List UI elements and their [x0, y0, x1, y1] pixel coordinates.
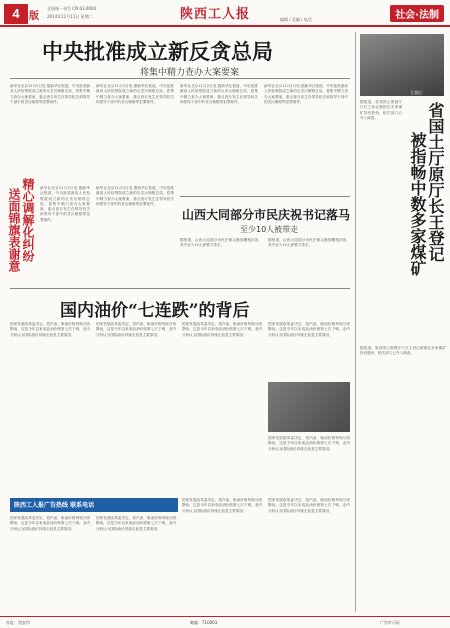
middle-story-headline: 山西大同部分市民庆祝书记落马 — [182, 208, 351, 222]
section-label: 社会·法制 — [390, 5, 444, 22]
top-story-body: 新华社北京11月2日电 据新华社报道，中央批准最高人民检察院成立新的反贪污贿赂总局，将集中精力查办大案要案，重点查办发生在领导机关和领导干部中的贪污贿赂等犯罪案件。 — [264, 84, 348, 104]
footer-address: 社址：西安市 — [6, 620, 30, 625]
top-story-subhead: 将集中精力查办大案要案 — [140, 68, 240, 78]
bottom-story-body: 国家发展改革委决定，将汽油、柴油价格每吨分别降低，这是今年以来成品油价格第七次下调，业内分析认为国际油价持续走低是主要原因。 — [10, 322, 90, 337]
side-headline-line1: 精心调解化纠纷 — [21, 178, 35, 262]
official-portrait-photo — [360, 34, 444, 96]
editor-contact: 编辑 / 美编 / 电话 — [280, 17, 312, 22]
top-story-body: 新华社北京11月2日电 据新华社报道，中央批准最高人民检察院成立新的反贪污贿赂总局，将集中精力查办大案要案，重点查办发生在领导机关和领导干部中的贪污贿赂等犯罪案件。 — [180, 84, 258, 104]
middle-story-body: 据报道，山西大同部分市民在街头燃放鞭炮庆祝，其中至少10人被警方带走。 — [268, 238, 350, 248]
footer-postcode: 邮编：710003 — [190, 620, 218, 625]
top-story-headline: 中央批准成立新反贪总局 — [42, 39, 273, 64]
photo-caption: 王登记 — [410, 90, 422, 95]
right-story-body: 据报道，原省国土资源厅厅长王登记被指在多家煤矿持有股份，相关部门已介入调查。 — [360, 100, 402, 120]
bottom-story-body: 国家发展改革委决定，将汽油、柴油价格每吨分别降低，这是今年以来成品油价格第七次下调，业内分析认为国际油价持续走低是主要原因。 — [96, 516, 176, 531]
oil-station-photo — [268, 382, 350, 432]
top-story-body: 新华社北京11月2日电 据新华社报道，中央批准最高人民检察院成立新的反贪污贿赂总局，将集中精力查办大案要案，重点查办发生在领导机关和领导干部中的贪污贿赂等犯罪案件。 — [10, 84, 90, 104]
middle-story-body: 据报道，山西大同部分市民在街头燃放鞭炮庆祝，其中至少10人被警方带走。 — [180, 238, 262, 248]
right-story-headline-2: 被指畅中数多家煤矿 — [408, 132, 427, 276]
divider — [180, 196, 350, 197]
bottom-story-body: 国家发展改革委决定，将汽油、柴油价格每吨分别降低，这是今年以来成品油价格第七次下调，业内分析认为国际油价持续走低是主要原因。 — [96, 322, 176, 337]
bottom-story-body: 国家发展改革委决定，将汽油、柴油价格每吨分别降低，这是今年以来成品油价格第七次下调，业内分析认为国际油价持续走低是主要原因。 — [268, 436, 350, 451]
ad-banner — [10, 498, 178, 512]
issue-date: 2014年11月11日 星期二 — [47, 14, 93, 19]
column-divider — [355, 32, 356, 612]
newspaper-brand: 陕西工人报 — [180, 7, 251, 22]
bottom-story-body: 国家发展改革委决定，将汽油、柴油价格每吨分别降低，这是今年以来成品油价格第七次下调，业内分析认为国际油价持续走低是主要原因。 — [10, 516, 90, 531]
divider — [10, 288, 350, 289]
bottom-story-headline: 国内油价“七连跌”的背后 — [60, 301, 250, 321]
bottom-story-body: 国家发展改革委决定，将汽油、柴油价格每吨分别降低，这是今年以来成品油价格第七次下调，业内分析认为国际油价持续走低是主要原因。 — [182, 322, 262, 337]
ad-line1: 陕西工人报广告热线 — [14, 502, 69, 509]
right-story-body: 据报道，原省国土资源厅厅长王登记被指在多家煤矿持有股份，相关部门已介入调查。 — [360, 346, 446, 356]
bottom-story-body: 国家发展改革委决定，将汽油、柴油价格每吨分别降低，这是今年以来成品油价格第七次下调，业内分析认为国际油价持续走低是主要原因。 — [268, 322, 350, 337]
footer-license: 广告许可证 — [380, 620, 400, 625]
side-headline-line2: 送面锦旗表谢意 — [7, 188, 21, 272]
bottom-story-body: 国家发展改革委决定，将汽油、柴油价格每吨分别降低，这是今年以来成品油价格第七次下调，业内分析认为国际油价持续走低是主要原因。 — [182, 498, 262, 513]
issue-meta: 全国统一刊号 CN 61-0004 — [47, 6, 97, 11]
page-word: 版 — [29, 11, 39, 22]
divider — [10, 78, 350, 79]
side-story-body: 新华社北京11月2日电 据新华社报道，中央批准最高人民检察院成立新的反贪污贿赂总局，将集中精力查办大案要案，重点查办发生在领导机关和领导干部中的贪污贿赂等犯罪案件。 — [40, 186, 90, 222]
ad-line2: 联系电话 — [70, 502, 95, 509]
right-story-headline-1: 省国土厅原厅长王登记 — [426, 102, 445, 262]
page-number: 4 — [4, 4, 28, 24]
middle-story-subhead: 至少10人被带走 — [240, 225, 299, 234]
bottom-story-body: 国家发展改革委决定，将汽油、柴油价格每吨分别降低，这是今年以来成品油价格第七次下调，业内分析认为国际油价持续走低是主要原因。 — [268, 498, 350, 513]
side-story-body: 新华社北京11月2日电 据新华社报道，中央批准最高人民检察院成立新的反贪污贿赂总局，将集中精力查办大案要案，重点查办发生在领导机关和领导干部中的贪污贿赂等犯罪案件。 — [96, 186, 174, 206]
top-story-body: 新华社北京11月2日电 据新华社报道，中央批准最高人民检察院成立新的反贪污贿赂总局，将集中精力查办大案要案，重点查办发生在领导机关和领导干部中的贪污贿赂等犯罪案件。 — [96, 84, 174, 104]
page-footer — [0, 616, 450, 628]
